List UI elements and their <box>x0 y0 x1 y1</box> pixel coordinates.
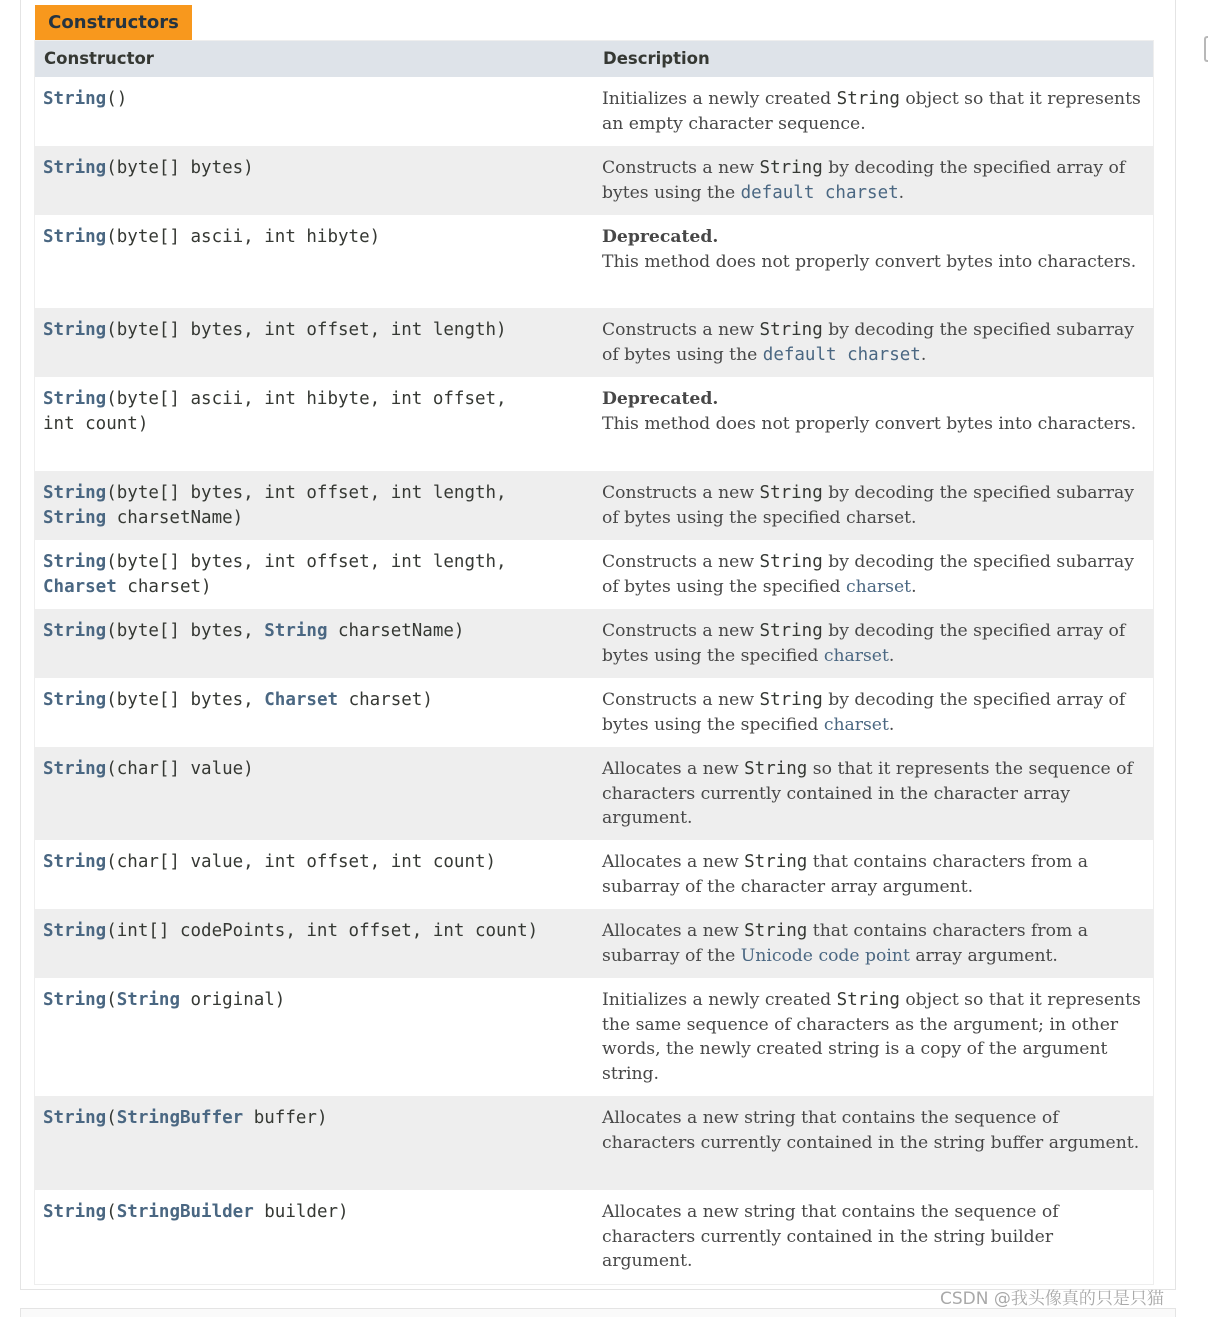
code-text: String <box>836 89 900 109</box>
signature-text: original) <box>179 990 286 1010</box>
code-text: String <box>836 990 900 1010</box>
description-text: object so that it represents an empty character sequence. <box>602 89 1141 134</box>
table-row <box>35 909 1153 978</box>
constructor-signature <box>35 678 594 747</box>
constructor-description <box>594 609 1153 678</box>
description-text: . <box>888 714 895 735</box>
type-link[interactable]: String <box>43 759 107 779</box>
table-row <box>35 215 1153 308</box>
text-link[interactable]: Unicode code point <box>740 945 910 966</box>
type-link[interactable]: Charset <box>43 576 117 597</box>
description-text: This method does not properly convert bytes into characters. <box>602 413 1137 434</box>
type-link[interactable]: String <box>43 990 107 1010</box>
description-text: Constructs a new <box>602 621 760 641</box>
description-text: by decoding the specified subarray of bytes using the <box>602 320 1134 365</box>
description-text: Constructs a new <box>602 483 760 503</box>
type-link[interactable]: String <box>43 690 107 710</box>
description-text: by decoding the specified array of bytes using the <box>602 158 1126 203</box>
type-link[interactable]: String <box>264 621 328 641</box>
description-text: . <box>888 645 895 666</box>
deprecated-label: Deprecated. <box>602 227 719 247</box>
signature-text: (byte[] bytes, <box>106 621 265 641</box>
scroll-edge-mark <box>1204 36 1208 62</box>
signature-text: (byte[] ascii, int hibyte, int offset, int count) <box>43 389 507 434</box>
code-link[interactable]: default charset <box>762 344 921 365</box>
constructor-signature <box>35 978 594 1096</box>
description-text: array argument. <box>909 945 1058 966</box>
table-row <box>35 1096 1153 1190</box>
signature-text: (byte[] bytes, int offset, int length, <box>106 483 507 503</box>
type-link[interactable]: String <box>43 320 107 340</box>
constructor-description <box>594 978 1153 1096</box>
code-text: String <box>759 158 823 178</box>
description-text: . <box>898 182 905 203</box>
table-row <box>35 747 1153 840</box>
constructor-signature <box>35 1190 594 1284</box>
table-row <box>35 678 1153 747</box>
constructor-signature <box>35 1096 594 1190</box>
signature-text: ( <box>106 990 117 1010</box>
description-text: This method does not properly convert bytes into characters. <box>602 251 1137 272</box>
constructor-description <box>594 840 1153 909</box>
description-text: that contains characters from a subarray of the character array argument. <box>602 852 1088 897</box>
table-row <box>35 609 1153 678</box>
code-text: String <box>759 552 823 572</box>
constructor-description <box>594 1096 1153 1190</box>
constructor-description <box>594 308 1153 377</box>
constructor-signature <box>35 840 594 909</box>
code-text: String <box>759 690 823 710</box>
type-link[interactable]: String <box>43 1108 107 1128</box>
type-link[interactable]: String <box>43 852 107 872</box>
signature-text: (byte[] bytes, <box>106 690 265 710</box>
constructor-signature <box>35 377 594 471</box>
header-description: Description <box>603 49 710 68</box>
signature-text: (byte[] bytes, int offset, int length) <box>106 320 507 340</box>
signature-text: (byte[] ascii, int hibyte) <box>106 227 381 247</box>
table-row <box>35 77 1153 146</box>
table-row <box>35 978 1153 1096</box>
deprecated-label: Deprecated. <box>602 389 719 409</box>
type-link[interactable]: String <box>43 921 107 941</box>
constructor-signature <box>35 909 594 978</box>
signature-text: buffer) <box>243 1108 328 1128</box>
type-link[interactable]: String <box>43 507 107 528</box>
table-row <box>35 471 1153 540</box>
constructor-description <box>594 471 1153 540</box>
description-text: by decoding the specified subarray of bytes using the specified charset. <box>602 483 1134 528</box>
signature-text: (byte[] bytes) <box>106 158 254 178</box>
description-text: Allocates a new <box>602 759 745 779</box>
code-text: String <box>744 759 808 779</box>
description-text: Constructs a new <box>602 158 760 178</box>
description-text: Allocates a new string that contains the sequence of characters currently contained in the string builder argument. <box>602 1202 1059 1271</box>
code-text: String <box>759 483 823 503</box>
type-link[interactable]: String <box>43 552 107 572</box>
table-body <box>35 77 1153 1284</box>
constructor-signature <box>35 747 594 840</box>
description-text: Allocates a new <box>602 852 745 872</box>
description-text: that contains characters from a subarray of the <box>602 921 1088 966</box>
description-text: object so that it represents the same sequence of characters as the argument; in other words, the newly created string is a copy of the argument string. <box>602 990 1141 1084</box>
text-link[interactable]: charset <box>846 576 912 597</box>
type-link[interactable]: String <box>116 990 180 1010</box>
constructors-caption: Constructors <box>35 5 192 40</box>
table-header <box>35 41 1153 77</box>
text-link[interactable]: charset <box>823 645 889 666</box>
signature-text: ( <box>106 1108 117 1128</box>
constructor-signature <box>35 540 594 609</box>
next-section-frame <box>20 1308 1176 1317</box>
type-link[interactable]: StringBuffer <box>116 1108 244 1128</box>
type-link[interactable]: StringBuilder <box>116 1202 254 1222</box>
signature-text: charsetName) <box>327 621 465 641</box>
signature-text: charset) <box>116 576 212 597</box>
constructor-description <box>594 377 1153 471</box>
code-text: String <box>744 921 808 941</box>
constructor-description <box>594 540 1153 609</box>
code-text: String <box>759 621 823 641</box>
constructor-description <box>594 1190 1153 1284</box>
description-text: Constructs a new <box>602 320 760 340</box>
signature-text: (byte[] bytes, int offset, int length, <box>106 552 507 572</box>
type-link[interactable]: String <box>43 621 107 641</box>
constructor-description <box>594 747 1153 840</box>
type-link[interactable]: String <box>43 483 107 503</box>
signature-text: ( <box>106 1202 117 1222</box>
constructor-signature <box>35 308 594 377</box>
type-link[interactable]: String <box>43 389 107 409</box>
description-text: by decoding the specified array of bytes using the specified <box>602 621 1126 666</box>
constructor-description <box>594 678 1153 747</box>
code-link[interactable]: default charset <box>740 182 899 203</box>
description-text: Allocates a new string that contains the sequence of characters currently contained in the string buffer argument. <box>602 1108 1140 1153</box>
constructor-signature <box>35 215 594 308</box>
constructor-summary-table <box>34 40 1154 1285</box>
description-text: . <box>920 344 927 365</box>
code-text: String <box>759 320 823 340</box>
description-text: Initializes a newly created <box>602 89 837 109</box>
type-link[interactable]: String <box>43 89 107 109</box>
signature-text: charset) <box>338 690 433 710</box>
signature-text: (int[] codePoints, int offset, int count) <box>106 921 539 941</box>
constructor-description <box>594 146 1153 215</box>
signature-text: (char[] value) <box>106 759 254 779</box>
constructor-description <box>594 77 1153 146</box>
constructor-signature <box>35 146 594 215</box>
header-constructor: Constructor <box>44 49 154 68</box>
type-link[interactable]: Charset <box>264 690 339 710</box>
table-row <box>35 1190 1153 1284</box>
table-row <box>35 540 1153 609</box>
constructor-description <box>594 909 1153 978</box>
description-text: by decoding the specified array of bytes using the specified <box>602 690 1126 735</box>
description-text: so that it represents the sequence of characters currently contained in the character array argument. <box>602 759 1133 828</box>
text-link[interactable]: charset <box>823 714 889 735</box>
description-text: Constructs a new <box>602 552 760 572</box>
description-text: Allocates a new <box>602 921 745 941</box>
signature-text: charsetName) <box>106 507 244 528</box>
watermark: CSDN @我头像真的只是只猫 <box>940 1289 1164 1309</box>
description-text: by decoding the specified subarray of bytes using the specified <box>602 552 1134 597</box>
signature-text: (char[] value, int offset, int count) <box>106 852 497 872</box>
type-link[interactable]: String <box>43 1202 107 1222</box>
table-row <box>35 308 1153 377</box>
constructor-description <box>594 215 1153 308</box>
signature-text: builder) <box>253 1202 349 1222</box>
description-text: Constructs a new <box>602 690 760 710</box>
description-text: Initializes a newly created <box>602 990 837 1010</box>
signature-text: () <box>106 89 128 109</box>
description-text: . <box>911 576 917 597</box>
table-row <box>35 146 1153 215</box>
type-link[interactable]: String <box>43 158 107 178</box>
constructor-signature <box>35 609 594 678</box>
constructor-signature <box>35 77 594 146</box>
type-link[interactable]: String <box>43 227 107 247</box>
code-text: String <box>744 852 808 872</box>
table-row <box>35 377 1153 471</box>
table-row <box>35 840 1153 909</box>
constructor-signature <box>35 471 594 540</box>
